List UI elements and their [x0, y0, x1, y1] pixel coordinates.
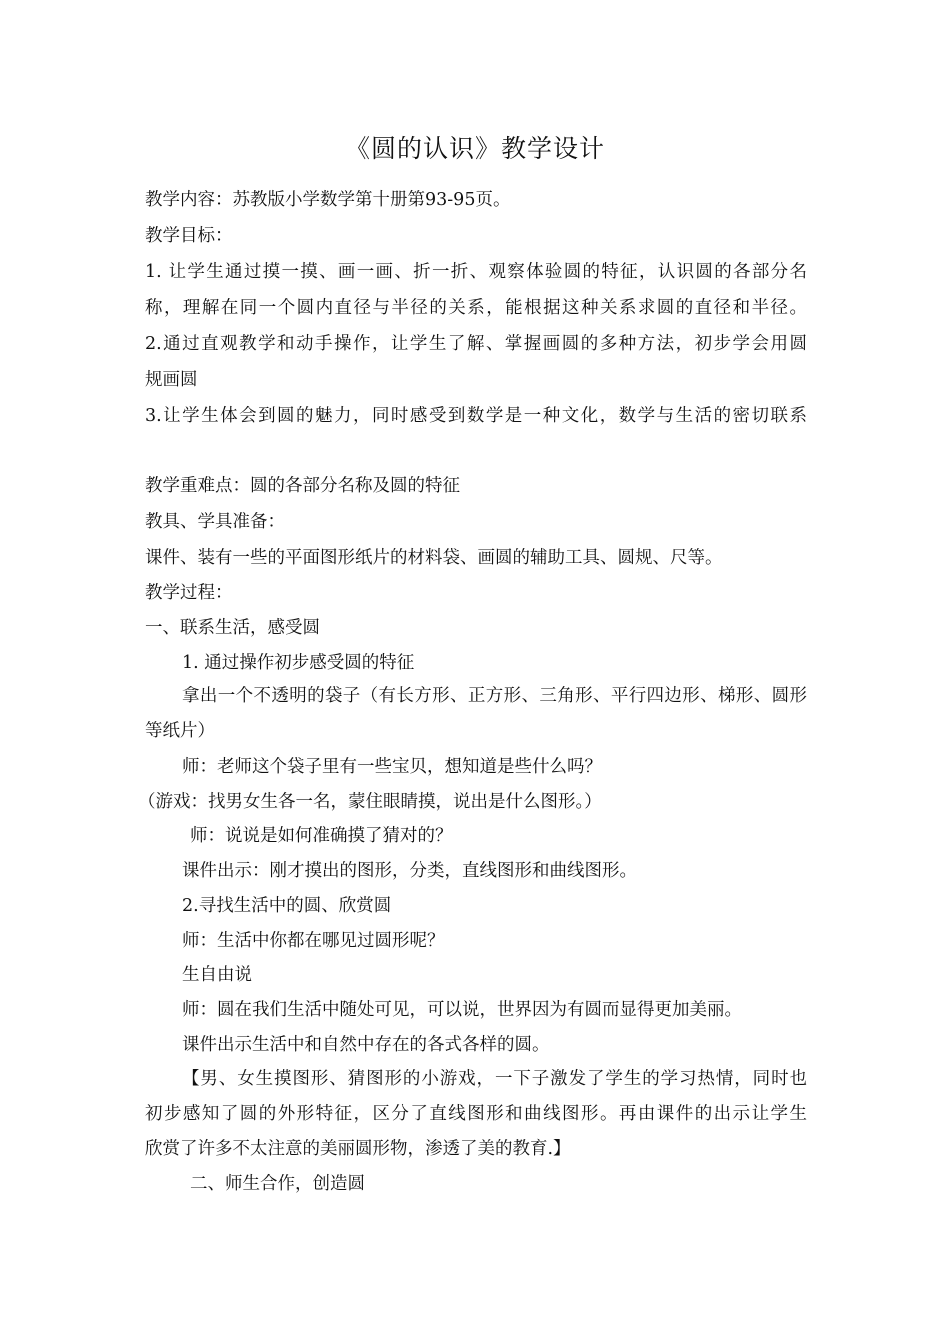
document-title: 《圆的认识》教学设计 — [344, 134, 605, 163]
goal-3-line: 3.让学生体会到圆的魅力，同时感受到数学是一种文化，数学与生活的密切联系 — [145, 406, 807, 426]
paragraph-bag-line-2: 等纸片） — [145, 721, 215, 741]
courseware-display-2: 课件出示生活中和自然中存在的各式各样的圆。 — [182, 1035, 550, 1055]
heading-tools-preparation: 教具、学具准备： — [145, 512, 285, 532]
heading-teaching-goals: 教学目标： — [145, 226, 233, 246]
goal-1-line-1: 1. 让学生通过摸一摸、画一画、折一折、观察体验圆的特征，认识圆的各部分名 — [145, 262, 807, 282]
paragraph-tools-list: 课件、装有一些的平面图形纸片的材料袋、画圆的辅助工具、圆规、尺等。 — [145, 548, 723, 568]
teacher-question-1: 师：老师这个袋子里有一些宝贝，想知道是些什么吗？ — [182, 757, 602, 777]
reflection-line-1: 【男、女生摸图形、猜图形的小游戏，一下子激发了学生的学习热情，同时也 — [182, 1069, 807, 1089]
goal-2-line-1: 2.通过直观教学和动手操作，让学生了解、掌握画圆的多种方法，初步学会用圆 — [145, 334, 807, 354]
reflection-line-2: 初步感知了圆的外形特征，区分了直线图形和曲线图形。再由课件的出示让学生 — [145, 1104, 807, 1124]
paragraph-bag-line-1: 拿出一个不透明的袋子（有长方形、正方形、三角形、平行四边形、梯形、圆形 — [182, 686, 807, 706]
section-1-heading: 一、联系生活，感受圆 — [145, 618, 320, 638]
section-2-heading: 二、师生合作，创造圆 — [190, 1174, 365, 1194]
goal-1-line-2: 称，理解在同一个圆内直径与半径的关系，能根据这种关系求圆的直径和半径。 — [145, 298, 807, 318]
heading-teaching-process: 教学过程： — [145, 583, 233, 603]
paragraph-teaching-content: 教学内容：苏教版小学数学第十册第93-95页。 — [145, 190, 511, 210]
student-free-talk: 生自由说 — [182, 965, 252, 985]
paragraph-key-difficulties: 教学重难点：圆的各部分名称及圆的特征 — [145, 476, 460, 496]
teacher-statement: 师：圆在我们生活中随处可见，可以说，世界因为有圆而显得更加美丽。 — [182, 1000, 742, 1020]
goal-2-line-2: 规画圆 — [145, 370, 198, 390]
teacher-question-3: 师：生活中你都在哪见过圆形呢？ — [182, 931, 445, 951]
teacher-question-2: 师：说说是如何准确摸了猜对的？ — [190, 826, 453, 846]
step-2-heading: 2.寻找生活中的圆、欣赏圆 — [182, 896, 392, 916]
reflection-line-3: 欣赏了许多不太注意的美丽圆形物，渗透了美的教育.】 — [145, 1139, 571, 1159]
game-instruction: （游戏：找男女生各一名，蒙住眼睛摸，说出是什么图形。） — [138, 792, 602, 812]
step-1-heading: 1. 通过操作初步感受圆的特征 — [182, 653, 415, 673]
courseware-display-1: 课件出示：刚才摸出的图形，分类，直线图形和曲线图形。 — [182, 861, 637, 881]
